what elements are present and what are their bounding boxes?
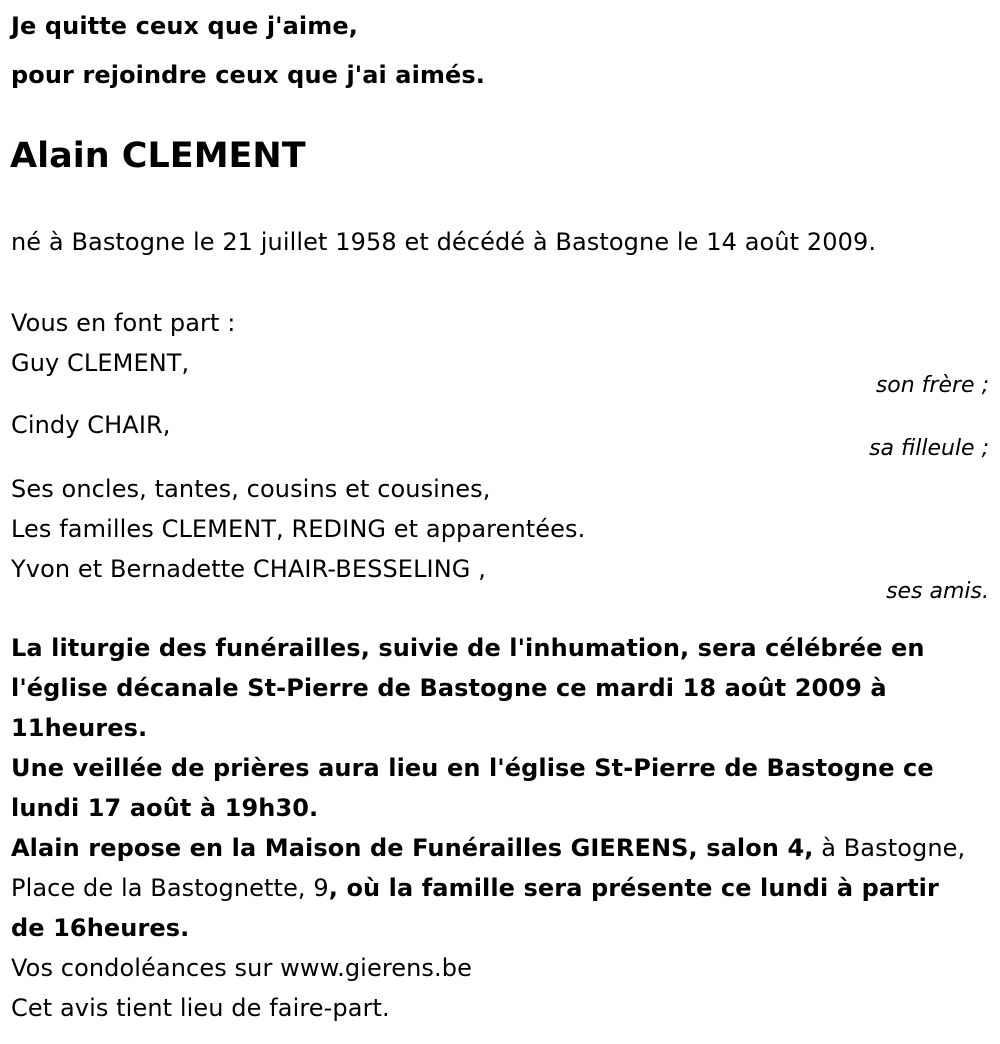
deceased-name: Alain CLEMENT (10, 136, 306, 176)
rest-line-3: de 16heures. (11, 914, 190, 942)
condolences-line: Vos condoléances sur www.gierens.be (11, 954, 472, 982)
announcer-families: Les familles CLEMENT, REDING et apparentées. (11, 515, 586, 543)
liturgy-line-1: La liturgie des funérailles, suivie de l'inhumation, sera célébrée en (11, 634, 925, 662)
liturgy-line-2: l'église décanale St-Pierre de Bastogne ce mardi 18 août 2009 à (11, 674, 887, 702)
rest-town: à Bastogne, (813, 834, 966, 862)
announcer-friends-relation: ses amis. (886, 579, 989, 604)
announcer-friends-names: Yvon et Bernadette CHAIR-BESSELING , (11, 555, 486, 583)
rest-line-2 (11, 874, 939, 902)
announcer-guy-relation: son frère ; (875, 373, 989, 398)
notice-line: Cet avis tient lieu de faire-part. (11, 994, 390, 1022)
epigraph-line-1: Je quitte ceux que j'aime, (11, 12, 358, 40)
rest-line-1 (11, 834, 965, 862)
epigraph-line-2: pour rejoindre ceux que j'ai aimés. (11, 61, 486, 89)
liturgy-line-3: 11heures. (11, 714, 148, 742)
announcer-guy-name: Guy CLEMENT, (11, 349, 190, 377)
rest-address: Place de la Bastognette, 9 (11, 874, 329, 902)
announcers-intro: Vous en font part : (11, 309, 236, 337)
rest-place-bold: Alain repose en la Maison de Funérailles GIERENS, salon 4, (11, 834, 814, 862)
vigil-line-2: lundi 17 août à 19h30. (11, 794, 319, 822)
birth-death-line: né à Bastogne le 21 juillet 1958 et décédé à Bastogne le 14 août 2009. (11, 228, 877, 256)
announcer-cindy-name: Cindy CHAIR, (11, 411, 171, 439)
announcer-cindy-relation: sa filleule ; (869, 436, 989, 461)
vigil-line-1: Une veillée de prières aura lieu en l'église St-Pierre de Bastogne ce (11, 754, 934, 782)
announcer-relatives: Ses oncles, tantes, cousins et cousines, (11, 475, 491, 503)
rest-family-presence: , où la famille sera présente ce lundi à partir (328, 874, 939, 902)
